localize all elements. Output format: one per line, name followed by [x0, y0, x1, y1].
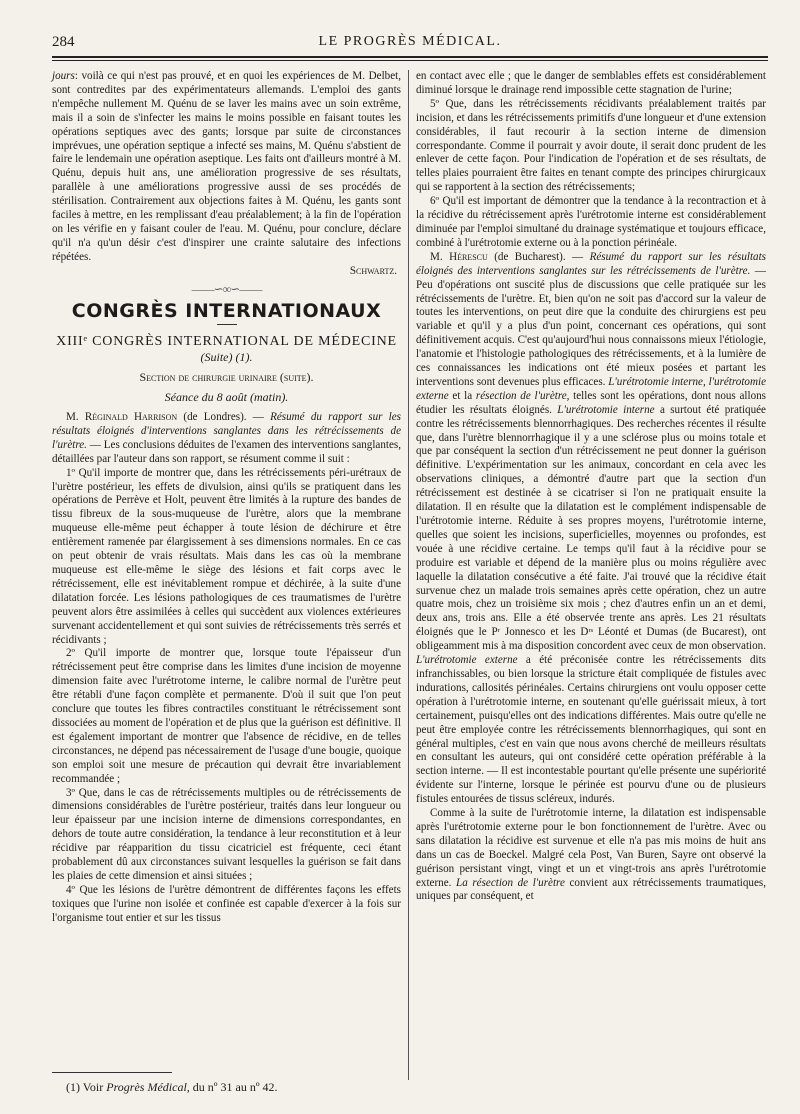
- section-name: Section de chirurgie urinaire (suite).: [139, 370, 314, 385]
- left-column: [52, 70, 401, 926]
- session-date: Séance du 8 août (matin).: [164, 390, 289, 405]
- right-column: [416, 70, 766, 904]
- paragraph: en contact avec elle ; que le danger de semblables effets est considérablement diminué lorsque le drainage rend impossible cette stagnation de l'urine;: [416, 70, 766, 96]
- page-header: [52, 34, 768, 56]
- paragraph: Comme à la suite de l'urétrotomie interne, la dilatation est indispensable après l'urétrotomie externe pour le bon fonctionnement de l'urètre. Avec ou sans dilatation la récidive est survenue et elle n'a pas mis moins de huit ans dans un cas de Boeckel. Malgré cela Post, Van Buren, Sayre ont observé la guérison persistant vingt, vingt et un et vingt-trois ans après l'urétrotomie externe. La résection de l'urètre convient aux rétrécissements traumatiques, uniques par conséquent, et: [416, 807, 766, 903]
- header-rule-thick: [52, 56, 768, 58]
- paragraph: M. Hérescu (de Bucharest). — Résumé du rapport sur les résultats éloignés des interventions sanglantes sur les rétrécissements de l'urètre. — Peu d'opérations ont suscité plus de discussions que celle pratiquée sur les rétrécissements de l'urètre. Et, bien qu'on ne soit pas d'accord sur la valeur de toutes les interventions, on peut dire que la conduite des chirurgiens est peu variable et qu'il y a plus d'un point, concernant ces opérations, qui sont définitivement acquis. C'est qu'aujourd'hui nous connaissons mieux l'étiologie, l'anatomie et l'histologie pathologiques des rétrécissements, et à la lumière de ces connaissances les indications ont été mieux posées et partant les interventions sont devenues plus efficaces. L'urétrotomie interne, l'urétrotomie externe et la résection de l'urètre, telles sont les opérations, dont nous allons étudier les résultats éloignés. L'urétrotomie interne a surtout été pratiquée contre les rétrécissements blennorrhagiques. Des recherches récentes il résulte que, dans l'urètre blennorrhagique il y a une sclérose plus ou moins totale et que par conséquent la section d'un rétrécissement ne peut donner la guérison définitive. L'expérimentation sur les animaux, concordant en cela avec les observations cliniques, a démontré d'autre part que la section d'un rétrécissement est destinée à se cicatriser si l'on ne pratiquait ensuite la dilatation. Il en résulte que la dilatation est le complément indispensable de l'urétrotomie interne. Réduite à ses propres moyens, l'urétrotomie interne, quelles que soient les incisions, superficielles, moyennes ou profondes, est vouée à une récidive certaine. Le temps qu'il faut à la récidive pour se produire est variable et dépend de la manière plus ou moins régulière avec laquelle la dilatation consécutive a été faite. J'ai trouvé que la récidive était survenue chez un malade trois semaines après cette opération, chez un autre quatre mois, chez un troisième six mois ; chez d'autres enfin un an et demi, deux ans, trois ans. Elle a été observée trente ans après. Les 21 résultats éloignés que le Pʳ Jonnesco et les Dʳˢ Léonté et Dumas (de Bucarest), ont obligeamment mis à ma disposition concordent avec ceux de mon observation. L'urétrotomie externe a été préconisée contre les rétrécissements dits infranchissables, ou bien lorsque la stricture était compliquée de fistules avec indurations, callosités périnéales. Certains chirurgiens ont voulu opposer cette opération à l'urétrotomie interne, en soutenant qu'elle guérissait mieux, à tort certainement, puisqu'elles ont des indications différentes. Mais outre qu'elle ne peut être employée contre les rétrécissements blennorrhagiques, qui sont en général multiples, c'est en vain que nous avons cherché de meilleurs résultats en consultant les auteurs, qui ont considéré cette opération préférable à la section interne. — Il est incontestable pourtant qu'elle présente une supériorité évidente sur l'interne, lorsque le périnée est pourvu d'une ou de plusieurs fistules entourées de tissus scléreux, indurés.: [416, 250, 766, 806]
- paragraph: 2º Qu'il importe de montrer que, lorsque toute l'épaisseur d'un rétrécissement peut être comprise dans les limites d'une incision de moyenne dimension faite avec l'urétrotome interne, le calibre normal de l'urètre peut être rétabli d'une façon complète et permanente. D'où il suit que l'on peut conclure que toutes les fibres contractiles constituant le rétrécissement sont dissociées au moment de l'opération et de plus que la guérison est définitive. Il est également important de montrer que l'absence de récidive, en de telles circonstances, ne dépend pas nécessairement de l'usage d'une bougie, quoique son emploi soit une mesure de précaution qui devrait être invariablement recommandée ;: [52, 647, 401, 785]
- running-title: LE PROGRÈS MÉDICAL.: [318, 34, 502, 49]
- footnote: (1) Voir Progrès Médical, du nº 31 au nº 42.: [66, 1080, 278, 1094]
- signature: Schwartz.: [349, 264, 397, 277]
- paragraph: 5º Que, dans les rétrécissements récidivants préalablement traités par incision, et dans les rétrécissements primitifs d'une longueur et d'une extension considérables, il faut recourir à la section interne de dimension correspondante. Comme il pourrait y avoir doute, il serait donc prudent de les enlever de cette façon. Pour l'indication de l'opération et de ses résultats, de telles plaies pourraient être faites en tenant compte des principes chirurgicaux qui se rapportent à la section des rétrécissements;: [416, 97, 766, 194]
- short-rule: [217, 324, 237, 325]
- paragraph: M. Réginald Harrison (de Londres). — Résumé du rapport sur les résultats éloignés d'interventions sanglantes dans les rétrécissements de l'urètre. — Les conclusions déduites de l'examen des interventions sanglantes, détaillées par l'auteur dans son rapport, se résument comme il suit :: [52, 411, 401, 465]
- page-number: 284: [52, 34, 75, 50]
- header-rule-thin: [52, 60, 768, 61]
- paragraph: 3º Que, dans le cas de rétrécissements multiples ou de rétrécissements de dimensions considérables de l'urètre postérieur, traités dans leur longueur ou leur épaisseur par une incision interne de dimensions correspondantes, en dehors de toute autre considération, la tendance à leur reconstitution et à leur récidive par réapparition du tissu cicatriciel est fréquente, ceci étant probablement dû aux circonstances suivant lesquelles la guérison se fait dans les plaies de cette dimension et ainsi situées ;: [52, 786, 401, 882]
- continuation-note: (Suite) (1).: [200, 350, 253, 365]
- paragraph: 6º Qu'il est important de démontrer que la tendance à la recontraction et à la récidive du rétrécissement après l'urétrotomie interne est considérablement diminuée par l'emploi simultané du drainage systématique et toujours efficace, combiné à l'urétrotomie externe ou à la ponction périnéale.: [416, 195, 766, 249]
- congress-title: XIIIᵉ CONGRÈS INTERNATIONAL DE MÉDECINE: [56, 334, 397, 350]
- paragraph: 1º Qu'il importe de montrer que, dans les rétrécissements péri-urétraux de l'urètre postérieur, les effets de divulsion, ainsi qu'ils se pratiquent dans les opérations de Perrève et Holt, peuvent être limités à la rupture des bandes de tissu fibreux de la sous-muqueuse de l'urètre, alors que la membrane muqueuse elle-même peut échapper à toute lésion de déchirure et être entièrement ramenée par élargissement à ses dimensions normales. En ce cas on peut obtenir de vrais résultats. Mais dans les cas où la membrane muqueuse est elle-même le siège des lésions et fait corps avec le rétrécissement, elle est inévitablement rompue et déchirée, à la suite d'une dilatation forcée. Les lésions pathologiques de ces traumatismes de l'urètre peuvent alors être assimilées à celles qui succèdent aux violences extérieures survenant accidentellement et qui sont suivies de rétrécissements très serrés et récidivants ;: [52, 466, 401, 646]
- section-heading: CONGRÈS INTERNATIONAUX: [71, 299, 382, 322]
- column-divider: [408, 70, 409, 1080]
- paragraph: 4º Que les lésions de l'urètre démontrent de différentes façons les effets toxiques que l'urine non isolée et confinée est capable d'exercer à la fois sur l'organisme tout entier et sur les tissus: [52, 883, 401, 924]
- ornament-divider: ——∽∞∽——: [191, 281, 262, 296]
- paragraph: jours: voilà ce qui n'est pas prouvé, et en quoi les expériences de M. Delbet, sont contredites par des expérimentateurs allemands. L'emploi des gants n'empêche nullement M. Quénu de se laver les mains avec un soin extrême, mais il a soin de s'infecter les mains le moins possible en faisant toutes les opérations septiques avec des gants; lorsque par suite de circonstances imprévues, une opération septique a infecté ses mains, M. Quénu s'abstient de faire le lendemain une opération aseptique. Les faits ont d'ailleurs montré à M. Quénu, depuis huit ans, une amélioration progressive de ses résultats, parallèle à une améliorations progressive aussi de ses procédés de stérilisation. Contrairement aux objections faites à M. Quénu, les gants sont faciles à mettre, en les remplissant d'eau préalablement; à la fin de l'opération on les vérifie en y faisant couler de l'eau. M. Quénu, pour conclure, déclare qu'il n'a qu'un désir c'est d'inspirer une crainte salutaire des infections répétées.: [52, 70, 401, 263]
- footnote-rule: [52, 1072, 172, 1073]
